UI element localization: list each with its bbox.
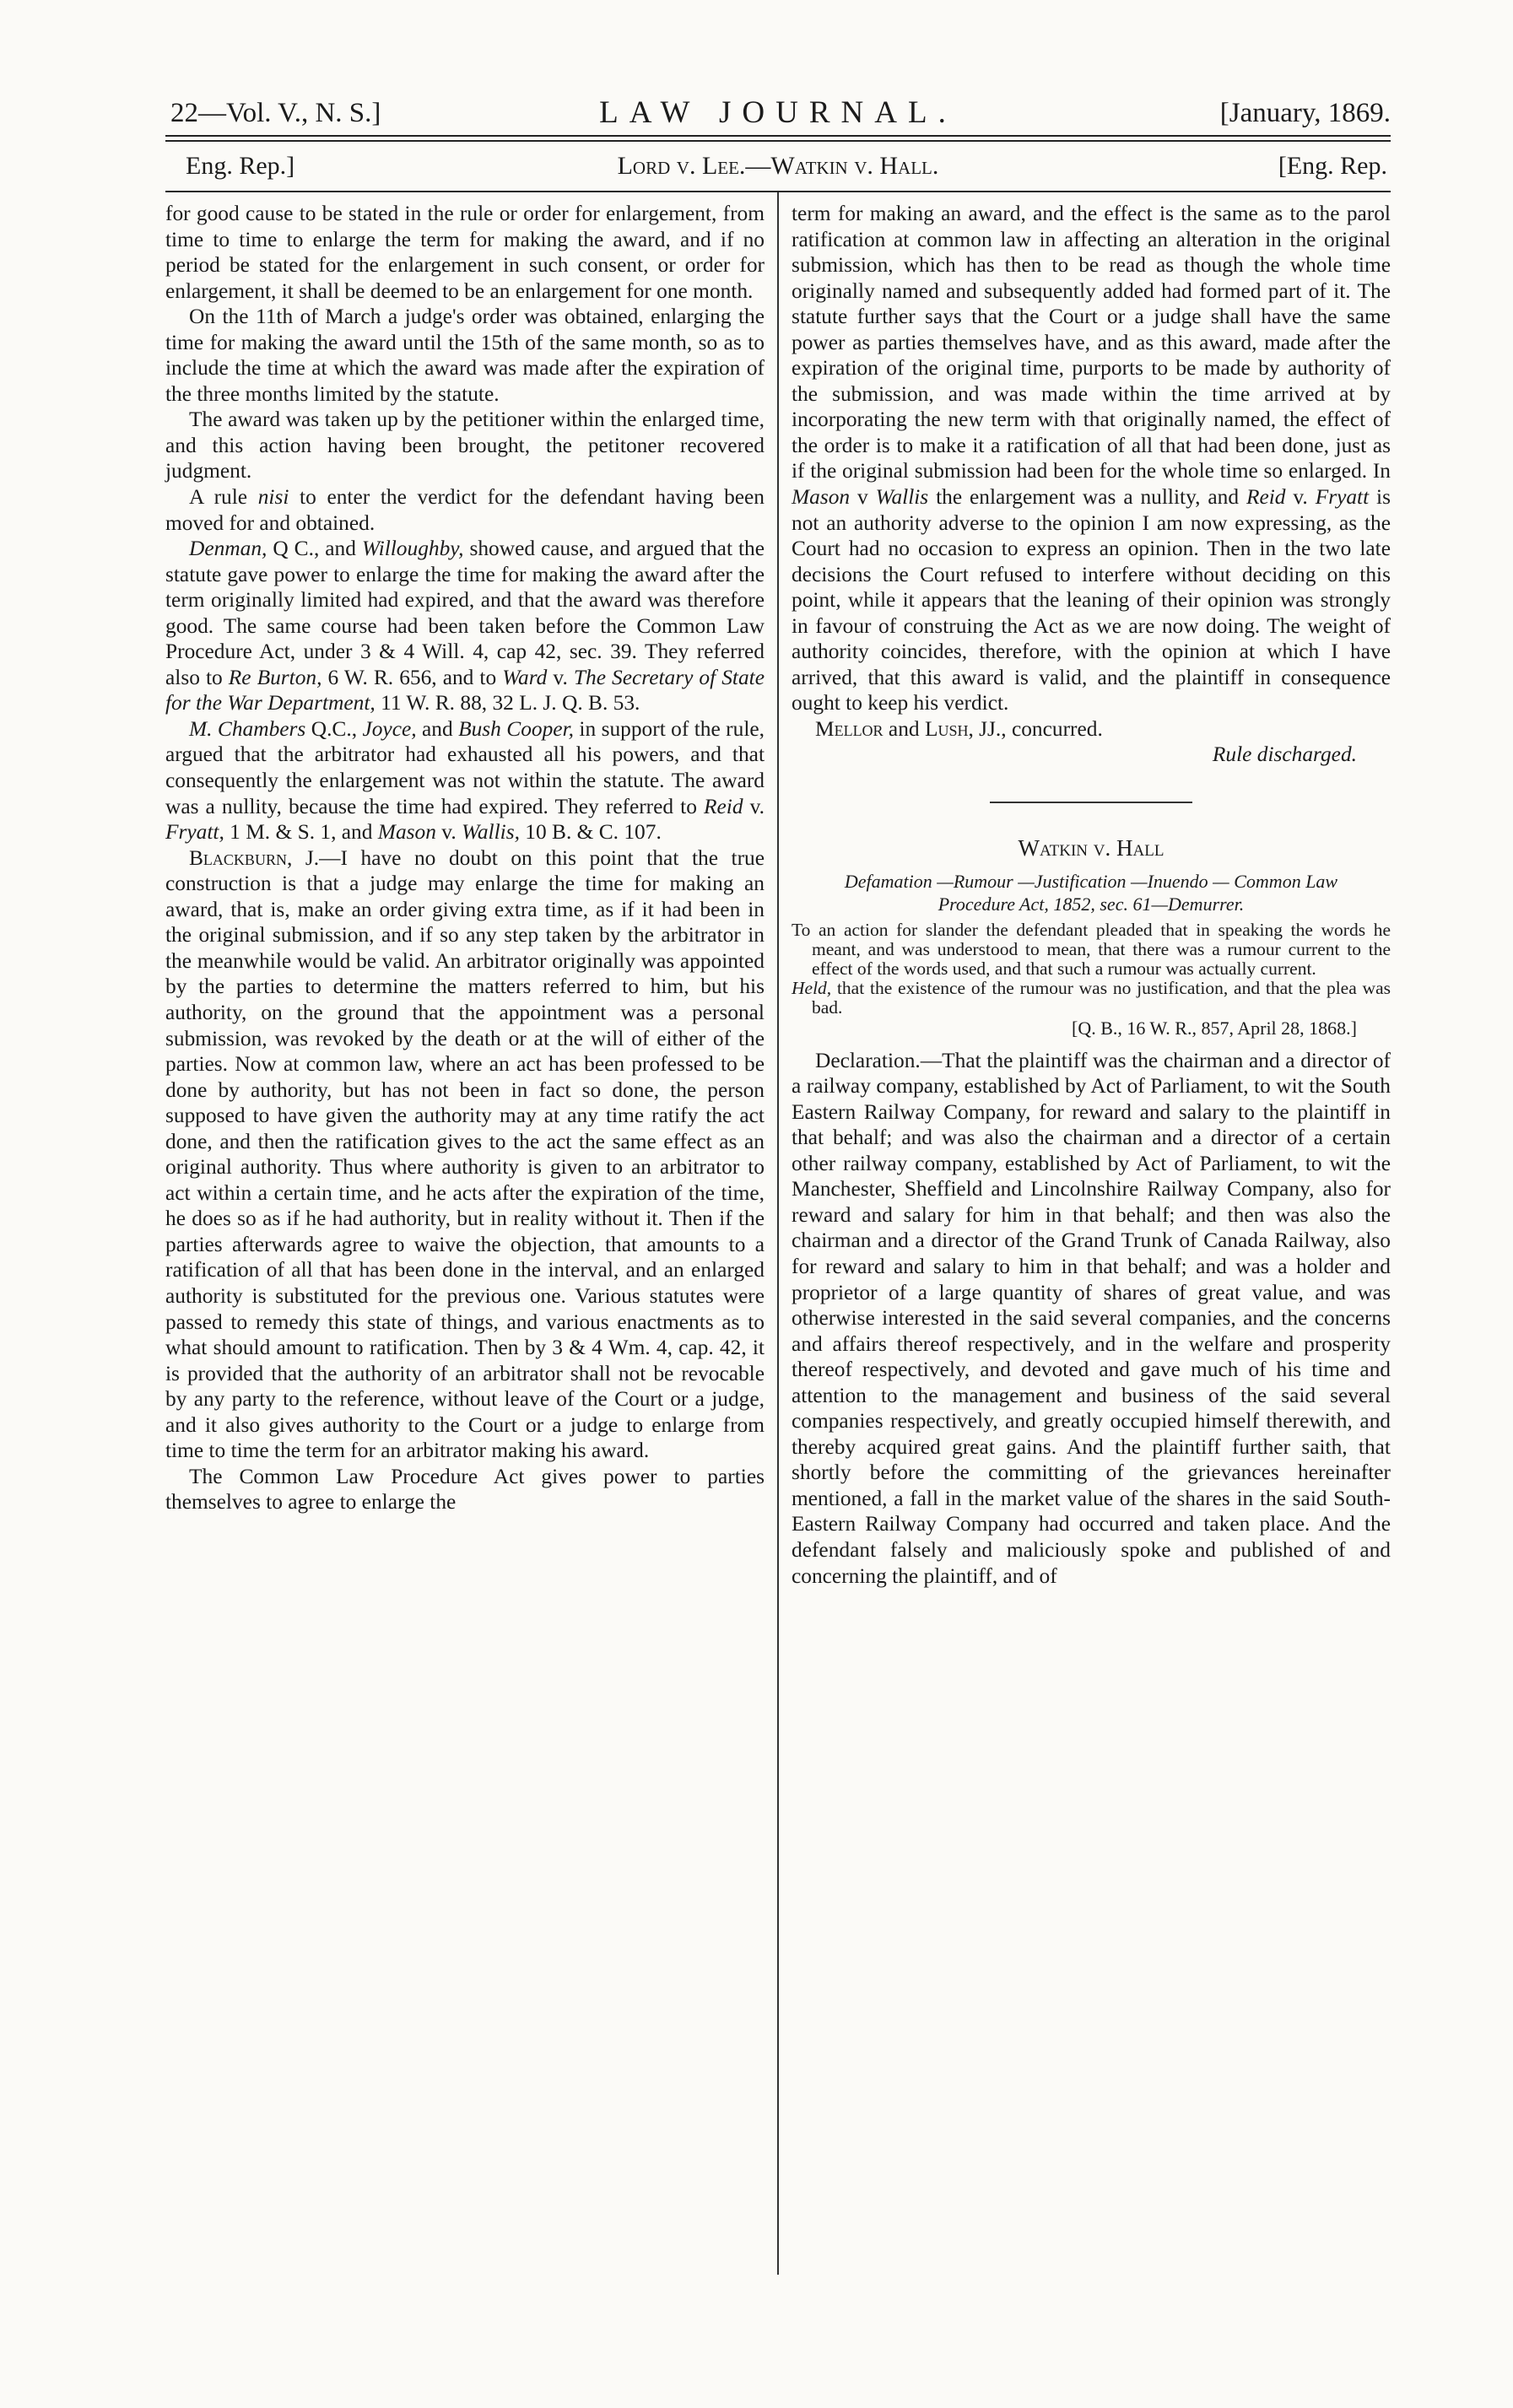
paragraph: Declaration.—That the plaintiff was the chairman and a director of a railway company, established by Act of Parliament, to wit the South Eastern Railway Company, for reward and salary to the plaintiff in that behalf; and was also the chairman and a director of a certain other railway company, established by Act of Parliament, to wit the Manchester, Sheffield and Lincolnshire Railway Company, also for reward and salary for him in that behalf; and then was also the chairman and a director of the Grand Trunk of Canada Railway, also for reward and salary to him in that behalf; and was a holder and proprietor of a large quantity of shares of great value, and was otherwise interested in the said several companies, and the concerns and affairs thereof respectively, and in the welfare and prosperity thereof respectively, and devoted and gave much of his time and attention to the management and business of the said several companies respectively, and greatly occupied himself therewith, and thereby acquired great gains. And the plaintiff further saith, that shortly before the committing of the grievances hereinafter mentioned, a fall in the market value of the shares in the said South-Eastern Railway Company had occurred and taken place. And the defendant falsely and maliciously spoke and published of and concerning the plaintiff, and of <box>792 1048 1391 1588</box>
judgment-paragraph: Blackburn, J.—I have no doubt on this point that the true construction is that a judge may enlarge the time for making an award, that is, make an order giving extra time, as if it had been in the original submission, and if so any step taken by the arbitrator in the meanwhile would be valid. An arbitrator originally was appointed by the parties to determine the matters referred to him, but his authority, on the ground that the appointment was a personal submission, was revoked by the death or at the will of either of the parties. Now at common law, where an act has been professed to be done by authority, but has not been in fact so done, the person supposed to have given the authority may at any time ratify the act done, and then the ratification gives to the act the same effect as an original authority. Thus where authority is given to an arbitrator to act within a certain time, and he acts after the expiration of the time, he does so as if he had authority, but in reality without it. Then if the parties afterwards agree to waive the objection, that amounts to a ratification of all that has been done in the interval, and an enlarged authority is substituted for the previous one. Various statutes were passed to remedy this state of things, and various enactments as to what should amount to ratification. Then by 3 & 4 Wm. 4, cap. 42, it is provided that the authority of an arbitrator shall not be revocable by any party to the reference, without leave of the Court or a judge, and it also gives authority to the Court or a judge to enlarge from time to time the term for an arbitrator making his award. <box>165 845 765 1463</box>
paragraph: A rule nisi to enter the verdict for the defendant having been moved for and obtained. <box>165 485 765 535</box>
running-header <box>165 91 1391 135</box>
headnote: To an action for slander the defendant pleaded that in speaking the words he meant, and was understood to mean, that there was a rumour current to the effect of the words used, and that such a rumour was actually current. <box>792 919 1391 979</box>
paragraph: On the 11th of March a judge's order was obtained, enlarging the time for making the award until the 15th of the same month, so as to include the time at which the award was made after the expiration of the three months limited by the statute. <box>165 305 765 406</box>
case-separator-rule <box>990 802 1192 803</box>
case-citation: [Q. B., 16 W. R., 857, April 28, 1868.] <box>1072 1017 1357 1039</box>
case-title: Watkin v. Hall <box>1018 835 1164 861</box>
journal-title: LAW JOURNAL. <box>599 95 957 130</box>
paragraph: for good cause to be stated in the rule or order for enlargement, from time to time to enlarge the term for making the award, and if no period be stated for the enlargement in such consent, or order for enlargement, it shall be deemed to be an enlargement for one month. <box>165 202 765 303</box>
paragraph: The award was taken up by the petitioner within the enlarged time, and this action having been brought, the petitoner recovered judgment. <box>165 408 765 483</box>
body-columns <box>165 192 1391 2268</box>
volume-label: 22—Vol. V., N. S.] <box>170 98 381 128</box>
issue-date: [January, 1869. <box>1219 98 1391 128</box>
case-keywords: Defamation —Rumour —Justification —Inuendo — Common Law Procedure Act, 1852, sec. 61—Demurrer. <box>844 870 1338 915</box>
column-divider <box>777 192 779 2275</box>
judge-name: Blackburn, <box>189 845 293 870</box>
paragraph: term for making an award, and the effect is the same as to the parol ratification at common law in affecting an alteration in the original submission, which has then to be read as though the whole time originally named and subsequently added had formed part of it. The statute further says that the Court or a judge shall have the same power as parties themselves have, and as this award, made after the expiration of the original time, purports to be made by authority of the submission, and was made within the time arrived at by incorporating the new term with that originally named, the effect of the order is to make it a ratification of all that had been done, just as if the original submission had been for the whole time so enlarged. In Mason v Wallis the enlargement was a nullity, and Reid v. Fryatt is not an authority adverse to the opinion I am now expressing, as the Court had no occasion to express an opinion. Then in the two late decisions the Court refused to interfere without deciding on this point, while it appears that the leaning of their opinion was strongly in favour of construing the Act as we are now doing. The weight of authority coincides, therefore, with the opinion at which I have arrived, that this award is valid, and the plaintiff in consequence ought to keep his verdict. <box>792 202 1391 715</box>
left-column <box>165 201 765 1515</box>
paragraph: Denman, Q C., and Willoughby, showed cause, and argued that the statute gave power to enlarge the time for making the award after the term originally limited had expired, and that the award was therefore good. The same course had been taken before the Common Law Procedure Act, under 3 & 4 Will. 4, cap 42, sec. 39. They referred also to Re Burton, 6 W. R. 656, and to Ward v. The Secretary of State for the War Department, 11 W. R. 88, 32 L. J. Q. B. 53. <box>165 537 765 715</box>
headnote-held: Held, that the existence of the rumour was no justification, and that the plea was bad. <box>792 977 1391 1018</box>
header-double-rule <box>165 135 1391 142</box>
case-names-header: Lord v. Lee.—Watkin v. Hall. <box>617 152 939 180</box>
section-header <box>165 142 1391 191</box>
section-left-label: Eng. Rep.] <box>186 152 295 180</box>
concurrence-paragraph: Mellor and Lush, JJ., concurred. <box>815 716 1103 741</box>
journal-page <box>165 91 1391 2268</box>
section-right-label: [Eng. Rep. <box>1278 152 1387 180</box>
ruling: Rule discharged. <box>1212 742 1357 767</box>
paragraph: M. Chambers Q.C., Joyce, and Bush Cooper, in support of the rule, argued that the arbitrator had exhausted all his powers, and that consequently the enlargement was not within the statute. The award was a nullity, because the time had expired. They referred to Reid v. Fryatt, 1 M. & S. 1, and Mason v. Wallis, 10 B. & C. 107. <box>165 716 765 845</box>
right-column <box>792 201 1391 1589</box>
paragraph: The Common Law Procedure Act gives power to parties themselves to agree to enlarge the <box>165 1464 765 1514</box>
